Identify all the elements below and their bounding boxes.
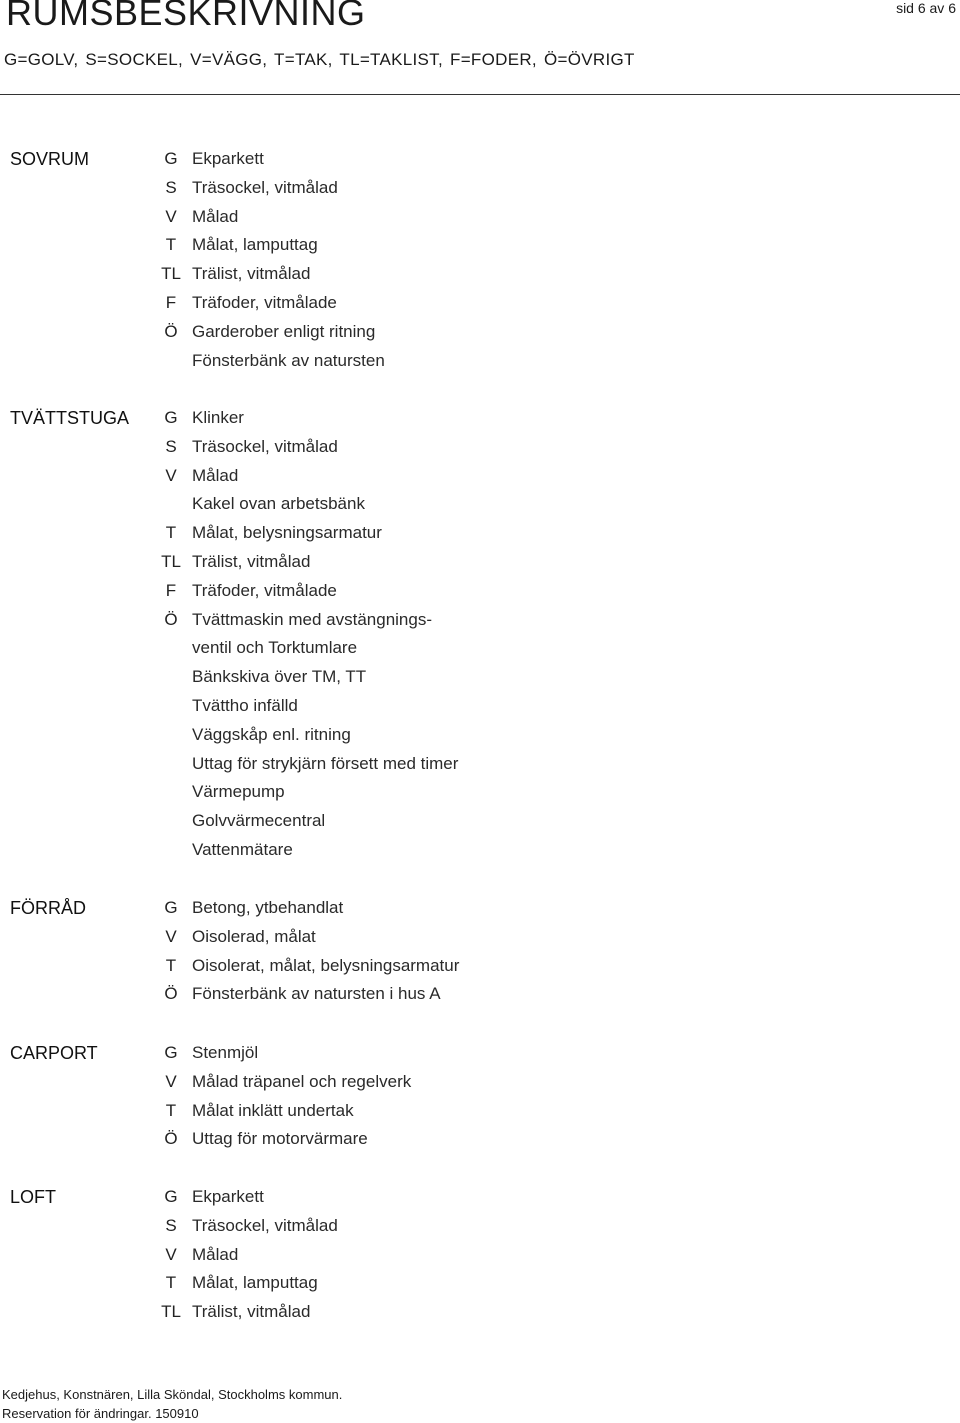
spec-description: Trälist, vitmålad <box>192 1302 311 1322</box>
spec-row <box>150 836 458 865</box>
spec-row <box>150 231 385 260</box>
spec-row <box>150 778 458 807</box>
spec-description: Trälist, vitmålad <box>192 551 311 571</box>
spec-description: Träfoder, vitmålade <box>192 292 337 312</box>
spec-description: Målad träpanel och regelverk <box>192 1071 412 1091</box>
spec-code <box>150 778 192 807</box>
spec-row <box>150 1298 338 1327</box>
spec-description: Betong, ytbehandlat <box>192 898 344 917</box>
spec-code: V <box>165 1244 177 1264</box>
spec-code: G <box>164 408 178 427</box>
spec-description: Träsockel, vitmålad <box>192 177 338 197</box>
room-name: TVÄTTSTUGA <box>10 408 130 428</box>
spec-code: S <box>165 1215 177 1235</box>
spec-description: Oisolerat, målat, belysningsarmatur <box>192 955 460 975</box>
spec-code: T <box>165 523 177 543</box>
spec-row <box>150 318 385 347</box>
spec-code: S <box>165 436 177 456</box>
spec-code: G <box>164 1187 178 1206</box>
room-name: SOVRUM <box>10 149 90 169</box>
spec-description: Klinker <box>192 408 244 427</box>
spec-code: Ö <box>164 321 178 341</box>
spec-description: Träsockel, vitmålad <box>192 436 338 456</box>
spec-code: Ö <box>164 609 178 629</box>
spec-description: ventil och Torktumlare <box>192 638 358 658</box>
spec-row <box>150 490 458 519</box>
room-spec-list <box>150 894 459 1009</box>
spec-row <box>150 1125 411 1154</box>
spec-code: T <box>165 1273 177 1293</box>
spec-row <box>150 721 458 750</box>
spec-code: G <box>164 1043 178 1062</box>
room-name: FÖRRÅD <box>10 898 86 918</box>
spec-code <box>150 807 192 836</box>
spec-row <box>150 1241 338 1270</box>
spec-row <box>150 1039 411 1068</box>
spec-description: Målat inklätt undertak <box>192 1100 354 1120</box>
room-spec-list <box>150 145 385 375</box>
spec-row <box>150 894 459 923</box>
room-name: CARPORT <box>10 1043 98 1063</box>
spec-code <box>150 836 192 865</box>
abbreviation-legend: G=GOLV, S=SOCKEL, V=VÄGG, T=TAK, TL=TAKLIST, F=FODER, Ö=ÖVRIGT <box>4 50 635 69</box>
spec-description: Vattenmätare <box>192 839 293 859</box>
spec-row <box>150 289 385 318</box>
spec-description: Målat, belysningsarmatur <box>192 523 382 543</box>
spec-code <box>150 347 192 376</box>
spec-row <box>150 1068 411 1097</box>
spec-description: Målad <box>192 206 239 226</box>
spec-row <box>150 606 458 635</box>
spec-code: G <box>164 149 178 168</box>
spec-code: TL <box>161 1302 181 1322</box>
room-spec-list <box>150 1183 338 1327</box>
spec-code: Ö <box>164 1129 178 1149</box>
spec-code: T <box>165 235 177 255</box>
spec-code: T <box>165 955 177 975</box>
room-spec-list <box>150 1039 411 1154</box>
spec-code <box>150 490 192 519</box>
room-name: LOFT <box>10 1187 57 1207</box>
spec-code: F <box>165 580 177 600</box>
room-spec-list <box>150 404 458 865</box>
spec-description: Kakel ovan arbetsbänk <box>192 494 365 514</box>
spec-description: Uttag för strykjärn försett med timer <box>192 753 459 773</box>
spec-row <box>150 577 458 606</box>
spec-row <box>150 404 458 433</box>
spec-description: Tvättmaskin med avstängnings- <box>192 609 432 629</box>
spec-row <box>150 923 459 952</box>
spec-code: V <box>165 1071 177 1091</box>
footer-disclaimer: Reservation för ändringar. 150910 <box>2 1406 199 1421</box>
spec-row <box>150 1183 338 1212</box>
spec-description: Bänkskiva över TM, TT <box>192 667 367 687</box>
spec-row <box>150 692 458 721</box>
spec-description: Golvvärmecentral <box>192 811 326 831</box>
spec-description: Målad <box>192 1244 239 1264</box>
spec-description: Ekparkett <box>192 149 264 168</box>
spec-description: Tvättho infälld <box>192 695 298 715</box>
spec-code: TL <box>161 264 181 284</box>
spec-description: Uttag för motorvärmare <box>192 1129 368 1149</box>
spec-description: Målat, lamputtag <box>192 235 318 255</box>
spec-row <box>150 347 385 376</box>
page-number: sid 6 av 6 <box>896 0 956 16</box>
spec-row <box>150 203 385 232</box>
spec-code: Ö <box>164 984 178 1004</box>
spec-row <box>150 145 385 174</box>
spec-description: Väggskåp enl. ritning <box>192 724 351 744</box>
spec-row <box>150 548 458 577</box>
spec-row <box>150 1097 411 1126</box>
spec-description: Värmepump <box>192 782 285 802</box>
spec-code: V <box>165 465 177 485</box>
spec-code <box>150 721 192 750</box>
spec-row <box>150 519 458 548</box>
spec-code: S <box>165 177 177 197</box>
spec-description: Garderober enligt ritning <box>192 321 376 341</box>
spec-row <box>150 1269 338 1298</box>
header-divider <box>0 94 960 95</box>
spec-code: G <box>164 898 178 917</box>
footer-project-info: Kedjehus, Konstnären, Lilla Sköndal, Stockholms kommun. <box>2 1387 343 1402</box>
spec-code: F <box>165 292 177 312</box>
document-title: RUMSBESKRIVNING <box>6 0 366 33</box>
spec-row <box>150 634 458 663</box>
spec-row <box>150 980 459 1009</box>
spec-row <box>150 462 458 491</box>
spec-code <box>150 634 192 663</box>
spec-code <box>150 692 192 721</box>
spec-code: T <box>165 1100 177 1120</box>
spec-description: Fönsterbänk av natursten i hus A <box>192 984 441 1004</box>
spec-row <box>150 750 458 779</box>
spec-description: Fönsterbänk av natursten <box>192 350 385 370</box>
spec-description: Stenmjöl <box>192 1043 259 1062</box>
spec-description: Ekparkett <box>192 1187 264 1206</box>
spec-row <box>150 952 459 981</box>
spec-row <box>150 260 385 289</box>
spec-description: Oisolerad, målat <box>192 926 316 946</box>
spec-row <box>150 174 385 203</box>
spec-description: Träsockel, vitmålad <box>192 1215 338 1235</box>
spec-description: Målat, lamputtag <box>192 1273 318 1293</box>
spec-description: Målad <box>192 465 239 485</box>
spec-row <box>150 433 458 462</box>
spec-description: Trälist, vitmålad <box>192 264 311 284</box>
spec-code: V <box>165 926 177 946</box>
spec-code: TL <box>161 551 181 571</box>
spec-row <box>150 807 458 836</box>
footer <box>2 1385 342 1423</box>
spec-description: Träfoder, vitmålade <box>192 580 337 600</box>
spec-code <box>150 750 192 779</box>
spec-row <box>150 663 458 692</box>
spec-code <box>150 663 192 692</box>
spec-row <box>150 1212 338 1241</box>
spec-code: V <box>165 206 177 226</box>
